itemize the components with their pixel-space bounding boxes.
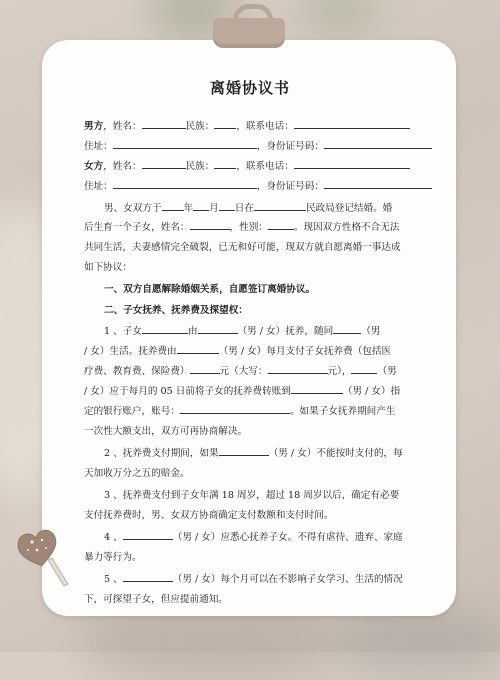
document-title: 离婚协议书: [209, 79, 290, 97]
paragraph-line: 暴力等行为。: [84, 552, 142, 563]
background-object: [330, 610, 500, 670]
paragraph-line: 天加收万分之五的赔金。: [84, 468, 190, 479]
phone-blank[interactable]: [294, 159, 410, 169]
recipient-blank[interactable]: [291, 384, 343, 394]
clause-2-5-line: 5 、 （男 / 女）每个月可以在不影响子女学习、生活的情况: [104, 574, 403, 585]
payer-blank[interactable]: [177, 344, 219, 354]
year-blank[interactable]: [162, 201, 184, 211]
party-blank[interactable]: [123, 530, 173, 540]
clause-2-heading: 二、子女抚养、抚养费及探望权：: [104, 305, 248, 316]
ethnicity-blank[interactable]: [214, 159, 236, 169]
phone-blank[interactable]: [294, 119, 410, 129]
party-blank[interactable]: [123, 572, 173, 582]
party-blank[interactable]: [219, 446, 269, 456]
live-with-blank[interactable]: [333, 324, 361, 334]
child-blank[interactable]: [142, 324, 188, 334]
child-name-blank[interactable]: [190, 220, 230, 230]
address-blank[interactable]: [113, 179, 257, 189]
account-number-blank[interactable]: [180, 404, 290, 414]
marriage-date-line: 男、女双方于 年 月 日在 民政局登记结婚。婚: [104, 203, 393, 214]
heart-pin-icon: [12, 520, 72, 590]
wife-address-line: 住址： ，身份证号码：: [84, 178, 432, 192]
amount-blank[interactable]: [190, 364, 220, 374]
paragraph-line: 如下协议：: [84, 262, 132, 273]
clause-2-3-line: 3 、抚养费支付到子女年满 18 周岁，超过 18 周岁以后，确定有必要: [104, 490, 400, 501]
clause-2-4-line: 4 、 （男 / 女）应悉心抚养子女。不得有虐待、遗弃、家庭: [104, 532, 403, 543]
husband-info-line: 男方，姓名： 民族： ，联系电话：: [84, 118, 410, 132]
clause-1-heading: 一、双方自愿解除婚姻关系，自愿签订离婚协议。: [104, 284, 316, 295]
paragraph-line: 共同生活，夫妻感情完全破裂，已无和好可能，现双方就自愿离婚一事达成: [84, 242, 401, 253]
gender-blank[interactable]: [268, 220, 294, 230]
support-payer-line: / 女）生活。抚养费由 （男 / 女）每月支付子女抚养费（包括医: [84, 346, 392, 357]
paragraph-line: 支付抚养费时，男、女双方协商确定支付数额和支付时间。: [84, 510, 334, 521]
paragraph-line: 下，可探望子女，但应提前通知。: [84, 594, 228, 605]
id-number-blank[interactable]: [324, 179, 432, 189]
id-number-blank[interactable]: [324, 139, 432, 149]
ethnicity-blank[interactable]: [214, 119, 236, 129]
support-amount-line: 疗费、教育费、保险费） 元（大写： 元）， （男: [84, 366, 397, 377]
background-plant: [300, 0, 380, 35]
bank-account-line: 定的银行账户，账号： 。如果子女抚养期间产生: [84, 406, 396, 417]
child-info-line: 后生育一个子女，姓名： ，性别： 。现因双方性格不合无法: [84, 222, 400, 233]
transfer-line: / 女）应于每月的 05 日前将子女的抚养费转账到 （男 / 女）指: [84, 386, 401, 397]
payer-blank[interactable]: [351, 364, 377, 374]
paragraph-line: 一次性大额支出，双方可再协商解决。: [84, 426, 248, 437]
day-blank[interactable]: [219, 201, 235, 211]
amount-uppercase-blank[interactable]: [268, 364, 328, 374]
month-blank[interactable]: [193, 201, 209, 211]
husband-address-line: 住址： ，身份证号码：: [84, 138, 432, 152]
clause-2-2-line: 2 、抚养费支付期间，如果 （男 / 女）不能按时支付的，每: [104, 448, 403, 459]
address-blank[interactable]: [113, 139, 257, 149]
bureau-blank[interactable]: [254, 201, 306, 211]
custodian-blank[interactable]: [198, 324, 238, 334]
custody-line: 1 、子女 由 （男 / 女）抚养，随同 （男: [104, 326, 381, 337]
name-blank[interactable]: [142, 159, 186, 169]
binder-clip-icon: [213, 4, 285, 48]
wife-info-line: 女方，姓名： 民族： ，联系电话：: [84, 158, 410, 172]
name-blank[interactable]: [142, 119, 186, 129]
